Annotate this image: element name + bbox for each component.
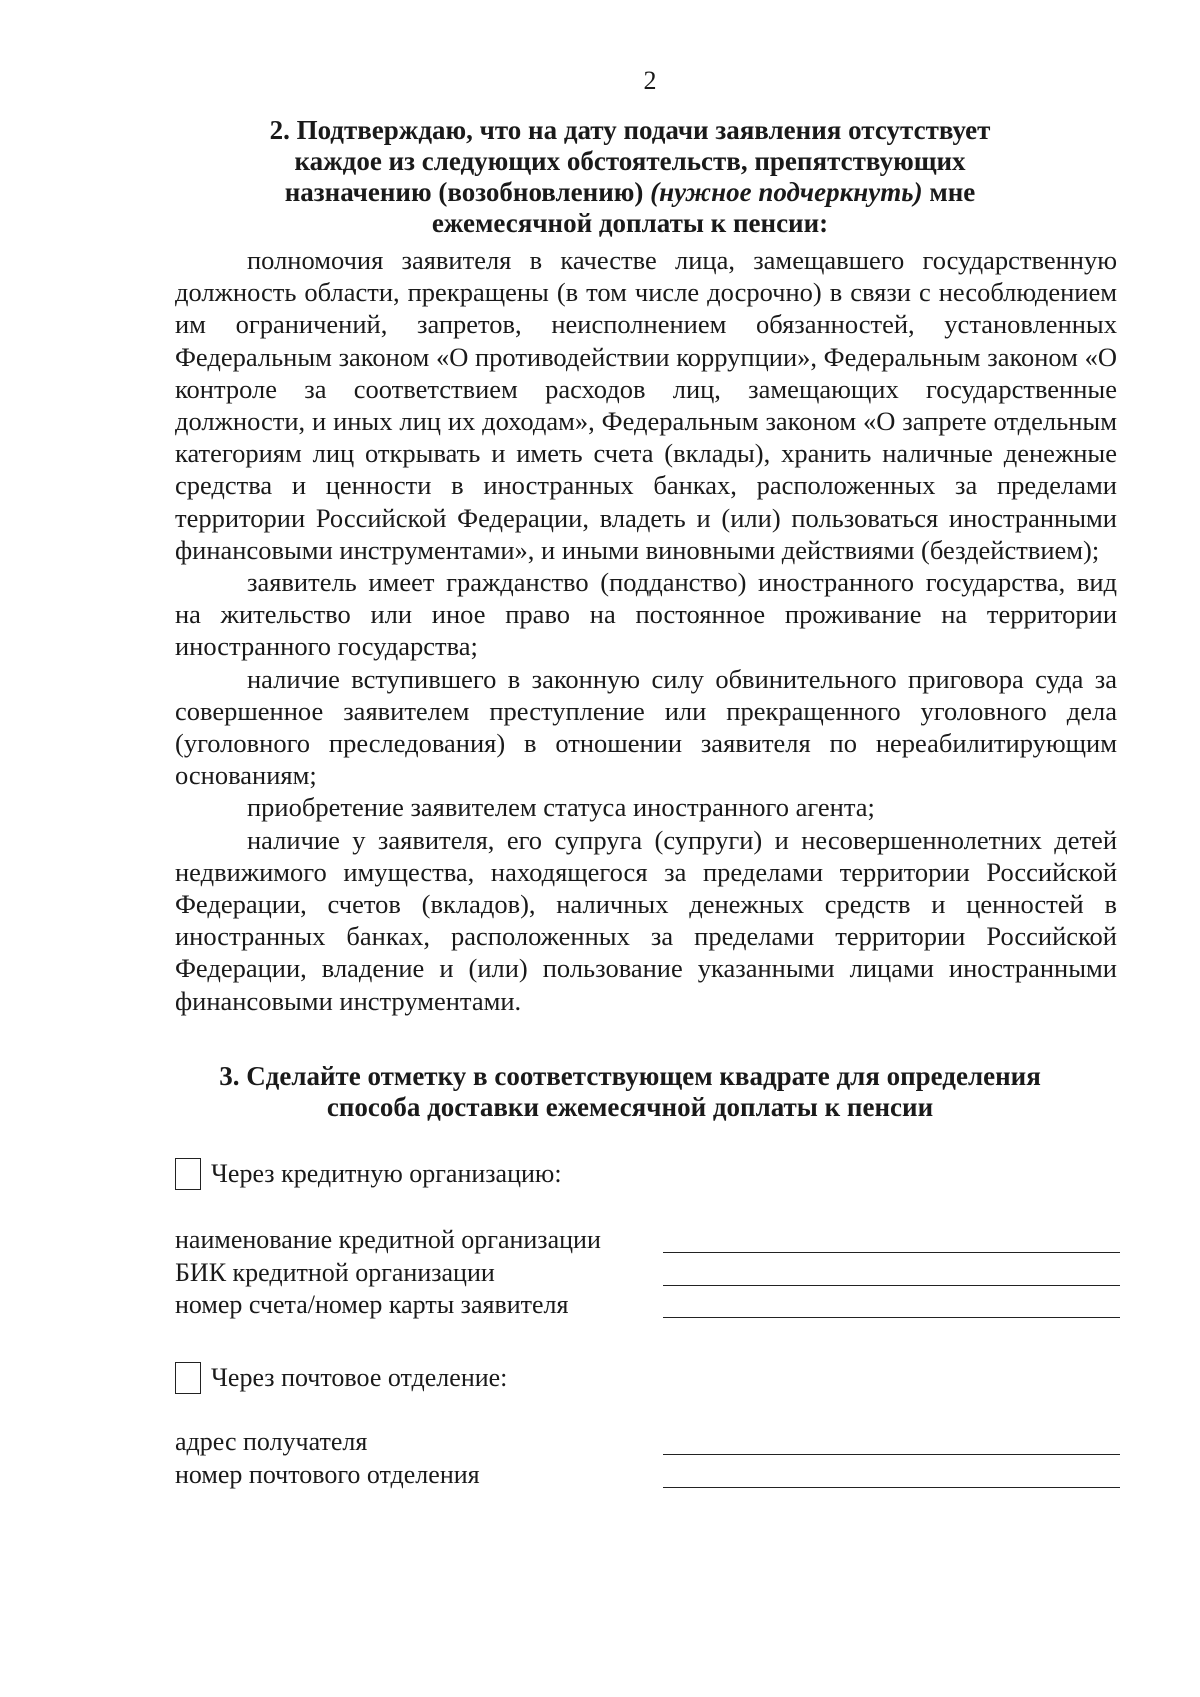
option-bank-label: Через кредитную организацию: — [211, 1159, 562, 1188]
field-recipient-address-label: адрес получателя — [175, 1427, 368, 1456]
section-3-heading-line-2: способа доставки ежемесячной доплаты к пенсии — [326, 1092, 934, 1122]
section-3-heading — [175, 1061, 1085, 1123]
field-post-office-number-line[interactable] — [663, 1487, 1120, 1488]
field-bank-name — [175, 1225, 1125, 1257]
field-recipient-address-line[interactable] — [663, 1454, 1120, 1455]
field-bank-bik — [175, 1258, 1125, 1290]
post-checkbox[interactable] — [175, 1362, 201, 1394]
option-bank — [175, 1158, 562, 1190]
section-2-body — [175, 244, 1117, 1017]
paragraph-powers-terminated: полномочия заявителя в качестве лица, замещавшего государственную должность области, прекращены (в том числе досрочно) в связи с несоблюдением им ограничений, запретов, неисполнением обязанностей, установленных Федеральным законом «О противодействии коррупции», Федеральным законом «О контроле за соответствием расходов лиц, замещающих государственные должности, и иных лиц их доходам», Федеральным законом «О запрете отдельным категориям лиц открывать и иметь счета (вклады), хранить наличные денежные средства и ценности в иностранных банках, расположенных за пределами территории Российской Федерации, владеть и (или) пользоваться иностранными финансовыми инструментами», и иными виновными действиями (бездействием); — [175, 245, 1117, 565]
field-recipient-address — [175, 1427, 1125, 1459]
section-3-heading-line-1: 3. Сделайте отметку в соответствующем квадрате для определения — [219, 1061, 1041, 1091]
field-bank-name-line[interactable] — [663, 1252, 1120, 1253]
field-post-office-number — [175, 1460, 1125, 1492]
field-bank-name-label: наименование кредитной организации — [175, 1225, 601, 1254]
section-2-heading-line-1: 2. Подтверждаю, что на дату подачи заявления отсутствует — [269, 115, 991, 145]
section-2-heading-line-2: каждое из следующих обстоятельств, препятствующих — [294, 146, 966, 176]
page-number: 2 — [643, 66, 657, 95]
field-account-number-line[interactable] — [663, 1317, 1120, 1318]
paragraph-foreign-agent: приобретение заявителем статуса иностранного агента; — [247, 792, 875, 823]
field-account-number-label: номер счета/номер карты заявителя — [175, 1290, 569, 1319]
heading-line-3-end: мне — [922, 177, 976, 207]
option-post — [175, 1362, 507, 1394]
field-post-office-number-label: номер почтового отделения — [175, 1460, 480, 1489]
section-2-heading-line-4: ежемесячной доплаты к пенсии: — [431, 208, 829, 238]
field-bank-bik-label: БИК кредитной организации — [175, 1258, 495, 1287]
option-post-label: Через почтовое отделение: — [211, 1363, 508, 1392]
section-2-heading — [175, 115, 1085, 239]
field-account-number — [175, 1290, 1125, 1322]
bank-checkbox[interactable] — [175, 1158, 201, 1190]
paragraph-foreign-property: наличие у заявителя, его супруга (супруги) и несовершеннолетних детей недвижимого имущества, находящегося за пределами территории Российской Федерации, счетов (вкладов), наличных денежных средств и ценностей в иностранных банках, расположенных за пределами территории Российской Федерации, владение и (или) пользование указанными лицами иностранными финансовыми инструментами. — [175, 824, 1117, 1016]
field-bank-bik-line[interactable] — [663, 1285, 1120, 1286]
heading-line-3-emphasis: (нужное подчеркнуть) — [650, 177, 923, 207]
paragraph-foreign-citizenship: заявитель имеет гражданство (подданство) иностранного государства, вид на жительство или иное право на постоянное проживание на территории иностранного государства; — [175, 567, 1117, 662]
paragraph-conviction: наличие вступившего в законную силу обвинительного приговора суда за совершенное заявителем преступление или прекращенного уголовного дела (уголовного преследования) в отношении заявителя по нереабилитирующим основаниям; — [175, 663, 1117, 791]
section-2-heading-line-3 — [175, 177, 1085, 208]
heading-line-3-start: назначению (возобновлению) — [284, 177, 651, 207]
